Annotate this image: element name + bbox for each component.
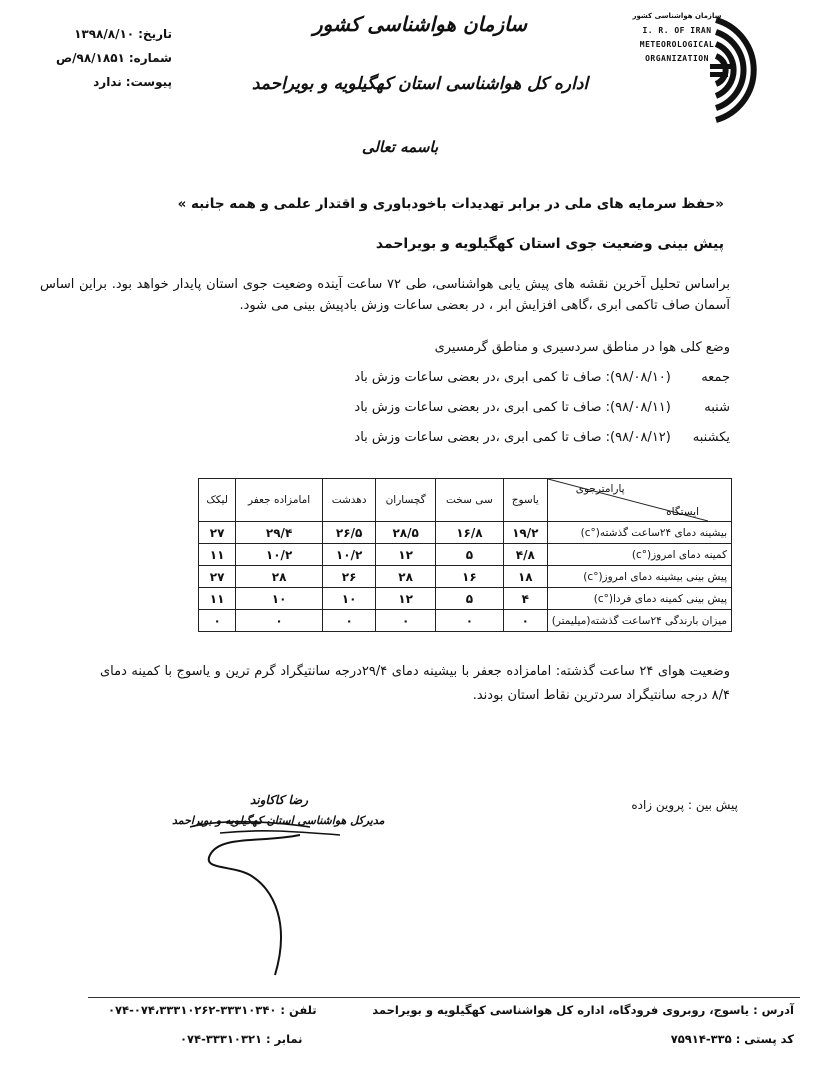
value-cell: ۱۶ xyxy=(435,566,503,588)
param-cell: میزان بارندگی ۲۴ساعت گذشته(میلیمتر) xyxy=(547,610,731,632)
value-cell: ۲۹/۴ xyxy=(236,522,323,544)
footer-phone: تلفن : ۳۳۳۱۰۳۴۰-۰۷۴،۳۳۳۱۰۲۶۲-۰۷۴ xyxy=(108,1003,317,1017)
value-cell: ۲۷ xyxy=(199,522,236,544)
station-header: یاسوج xyxy=(503,479,547,522)
value-cell: ۰ xyxy=(435,610,503,632)
value-cell: ۰ xyxy=(199,610,236,632)
value-cell: ۴/۸ xyxy=(503,544,547,566)
day-name: یکشنبه xyxy=(692,430,730,445)
param-cell: پیش بینی بیشینه دمای امروز(°c) xyxy=(547,566,731,588)
letter-meta xyxy=(22,22,172,94)
attachment-value: ندارد xyxy=(93,75,122,89)
number-value: ۹۸/۱۸۵۱/ص xyxy=(55,51,125,65)
param-cell: بیشینه دمای ۲۴ساعت گذشته(°c) xyxy=(547,522,731,544)
org-logo xyxy=(622,10,782,130)
general-title: وضع کلی هوا در مناطق سردسیری و مناطق گرمسیری xyxy=(434,340,730,355)
table-row xyxy=(199,566,732,588)
logo-en-line3: ORGANIZATION xyxy=(645,54,709,63)
value-cell: ۲۷ xyxy=(199,566,236,588)
value-cell: ۲۸ xyxy=(376,566,436,588)
value-cell: ۴ xyxy=(503,588,547,610)
table-corner-cell xyxy=(547,479,731,522)
param-cell: کمینه دمای امروز(°c) xyxy=(547,544,731,566)
basmala: باسمه تعالی xyxy=(361,138,439,156)
day-text: صاف تا کمی ابری ،در بعضی ساعات وزش باد xyxy=(354,370,602,385)
station-header: دهدشت xyxy=(322,479,375,522)
day-forecast-3 xyxy=(354,430,730,445)
table-row xyxy=(199,588,732,610)
value-cell: ۱۱ xyxy=(199,544,236,566)
weather-table xyxy=(198,478,732,632)
forecaster-label: پیش بین : پروین زاده xyxy=(631,798,738,812)
value-cell: ۱۰/۲ xyxy=(236,544,323,566)
value-cell: ۰ xyxy=(503,610,547,632)
value-cell: ۱۱ xyxy=(199,588,236,610)
station-header: گچساران xyxy=(376,479,436,522)
table-header-row xyxy=(199,479,732,522)
slogan: «حفظ سرمایه های ملی در برابر تهدیدات باخودباوری و اقتدار علمی و همه جانبه » xyxy=(177,196,724,212)
footer-postal: کد پستی : ۳۳۵-۷۵۹۱۴ xyxy=(670,1032,794,1046)
summary-paragraph: وضعیت هوای ۲۴ ساعت گذشته: امامزاده جعفر با بیشینه دمای ۲۹/۴درجه سانتیگراد گرم ترین و یاسوج با کمینه دمای ۸/۴ درجه سانتیگراد سردترین نقاط استان بودند. xyxy=(100,664,730,703)
logo-en-line1: I. R. OF IRAN xyxy=(642,26,712,35)
corner-station-label: ایستگاه xyxy=(666,506,699,518)
handwritten-signature-icon xyxy=(180,805,380,980)
number-label: شماره: xyxy=(128,51,172,65)
value-cell: ۱۰ xyxy=(322,588,375,610)
value-cell: ۰ xyxy=(376,610,436,632)
date-label: تاریخ: xyxy=(138,27,172,41)
station-header: لیکک xyxy=(199,479,236,522)
table-row xyxy=(199,544,732,566)
value-cell: ۱۸ xyxy=(503,566,547,588)
day-name: جمعه xyxy=(701,370,730,385)
value-cell: ۲۶ xyxy=(322,566,375,588)
org-main-title: سازمان هواشناسی کشور xyxy=(312,12,528,36)
day-forecast-2 xyxy=(354,400,730,415)
table-row xyxy=(199,610,732,632)
value-cell: ۰ xyxy=(322,610,375,632)
day-date: (۹۸/۰۸/۱۲): xyxy=(605,430,671,445)
station-header: امامزاده جعفر xyxy=(236,479,323,522)
station-header: سی سخت xyxy=(435,479,503,522)
value-cell: ۲۶/۵ xyxy=(322,522,375,544)
attachment-row xyxy=(22,70,172,94)
day-forecast-1 xyxy=(354,370,730,385)
value-cell: ۱۶/۸ xyxy=(435,522,503,544)
date-value: ۱۳۹۸/۸/۱۰ xyxy=(74,27,135,41)
day-name: شنبه xyxy=(704,400,730,415)
signer-name: رضا کاکاوند xyxy=(250,793,308,807)
day-text: صاف تا کمی ابری ،در بعضی ساعات وزش باد xyxy=(354,430,602,445)
value-cell: ۱۹/۲ xyxy=(503,522,547,544)
value-cell: ۲۸ xyxy=(236,566,323,588)
value-cell: ۵ xyxy=(435,588,503,610)
day-text: صاف تا کمی ابری ،در بعضی ساعات وزش باد xyxy=(354,400,602,415)
value-cell: ۱۲ xyxy=(376,544,436,566)
param-cell: پیش بینی کمینه دمای فردا(°c) xyxy=(547,588,731,610)
day-date: (۹۸/۰۸/۱۰): xyxy=(605,370,671,385)
org-sub-title: اداره کل هواشناسی استان کهگیلویه و بویراحمد xyxy=(251,74,589,94)
table-row xyxy=(199,522,732,544)
logo-en-line2: METEOROLOGICAL xyxy=(639,40,715,49)
number-row xyxy=(22,46,172,70)
day-date: (۹۸/۰۸/۱۱): xyxy=(605,400,671,415)
logo-fa-text: سازمان هواشناسی کشور xyxy=(632,12,722,20)
corner-param-label: پارامترجوی xyxy=(575,483,625,495)
value-cell: ۱۲ xyxy=(376,588,436,610)
footer-address: آدرس : یاسوج، روبروی فرودگاه، اداره کل هواشناسی کهگیلویه و بویراحمد xyxy=(372,1003,794,1017)
forecast-heading: پیش بینی وضعیت جوی استان کهگیلویه و بویراحمد xyxy=(375,236,724,252)
date-row xyxy=(22,22,172,46)
value-cell: ۰ xyxy=(236,610,323,632)
value-cell: ۱۰/۲ xyxy=(322,544,375,566)
attachment-label: پیوست: xyxy=(125,75,172,89)
value-cell: ۱۰ xyxy=(236,588,323,610)
intro-paragraph: براساس تحلیل آخرین نقشه های پیش یابی هواشناسی، طی ۷۲ ساعت آینده وضعیت جوی استان پایدار خواهد بود. براین اساس آسمان صاف تاکمی ابری ،گاهی افزایش ابر ، در بعضی ساعات وزش بادپیش بینی می شود. xyxy=(40,277,730,313)
logo-emblem-icon xyxy=(710,10,782,128)
value-cell: ۵ xyxy=(435,544,503,566)
signer-title: مدیرکل هواشناسی استان کهگیلویه و بویراحمد xyxy=(172,814,385,827)
footer-divider xyxy=(88,997,800,998)
footer-fax: نمابر : ۳۳۳۱۰۳۲۱-۰۷۴ xyxy=(180,1032,303,1046)
value-cell: ۲۸/۵ xyxy=(376,522,436,544)
